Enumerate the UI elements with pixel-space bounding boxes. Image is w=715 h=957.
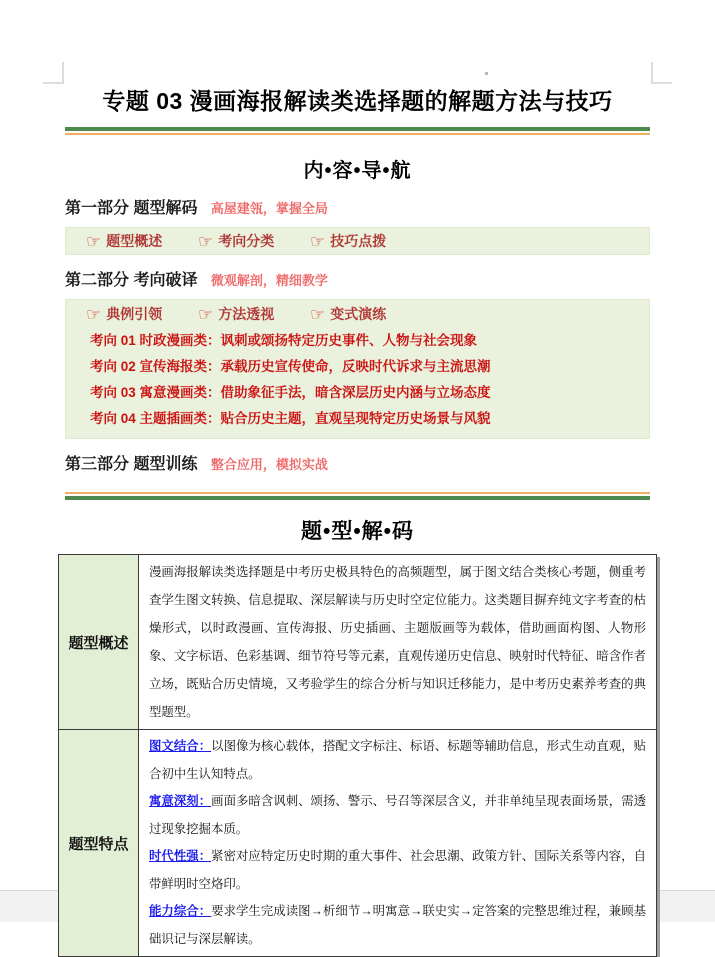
divider-orange-green bbox=[65, 492, 650, 500]
feature-desc: 以图像为核心载体，搭配文字标注、标语、标题等辅助信息，形式生动直观，贴合初中生认知特点。 bbox=[149, 739, 647, 781]
pointing-hand-icon: ☞ bbox=[198, 304, 214, 324]
feature-term: 能力综合： bbox=[149, 904, 212, 918]
part-1-label: 第一部分 题型解码 bbox=[65, 200, 198, 217]
page-corner-mark-left-icon bbox=[43, 62, 64, 84]
direction-line-04: 考向 04 主题插画类：贴合历史主题，直观呈现特定历史场景与风貌 bbox=[90, 411, 491, 426]
part-3-label: 第三部分 题型训练 bbox=[65, 456, 198, 473]
feature-term: 寓意深刻： bbox=[149, 794, 212, 808]
part-3-subtitle: 整合应用，模拟实战 bbox=[210, 457, 328, 472]
part-2-subtitle: 微观解剖，精细教学 bbox=[210, 273, 328, 288]
table-row-features bbox=[59, 730, 657, 957]
part-3-header bbox=[65, 454, 650, 475]
feature-term: 图文结合： bbox=[149, 739, 212, 753]
feature-paragraph bbox=[149, 898, 646, 953]
direction-line-03: 考向 03 寓意漫画类：借助象征手法，暗含深层历史内涵与立场态度 bbox=[90, 385, 491, 400]
pointing-hand-icon: ☞ bbox=[198, 231, 214, 251]
nav-band-part2 bbox=[65, 299, 650, 439]
feature-term: 时代性强： bbox=[149, 849, 212, 863]
page-title: 专题 03 漫画海报解读类选择题的解题方法与技巧 bbox=[102, 88, 613, 114]
nav-item-label: 技巧点拨 bbox=[330, 233, 387, 249]
divider-green-orange bbox=[65, 127, 650, 135]
page-speck bbox=[485, 72, 488, 75]
nav-item-example-lead bbox=[86, 304, 198, 324]
table-row-overview bbox=[59, 555, 657, 730]
part-1-header bbox=[65, 198, 650, 219]
row-label-cell: 题型特点 bbox=[59, 730, 139, 957]
feature-desc: 画面多暗含讽刺、颂扬、警示、号召等深层含义，并非单纯呈现表面场景，需透过现象挖掘本质。 bbox=[149, 794, 647, 836]
content-nav-heading: 内•容•导•航 bbox=[303, 160, 412, 182]
nav-band-part1 bbox=[65, 227, 650, 255]
pointing-hand-icon: ☞ bbox=[86, 304, 102, 324]
direction-line-01: 考向 01 时政漫画类：讽刺或颂扬特定历史事件、人物与社会现象 bbox=[90, 333, 478, 348]
overview-paragraph: 漫画海报解读类选择题是中考历史极具特色的高频题型，属于图文结合类核心考题，侧重考查学生图文转换、信息提取、深层解读与历史时空定位能力。这类题目摒弃纯文字考查的枯燥形式，以时政漫画、宣传海报、历史插画、主题版画等为载体，借助画面构图、人物形象、文字标语、色彩基调、细节符号等元素，直观传递历史信息、映射时代特征、暗含作者立场，既贴合历史情境，又考验学生的综合分析与知识迁移能力，是中考历史素养考查的典型题型。 bbox=[149, 565, 646, 719]
nav-band-part2-items bbox=[66, 300, 649, 328]
row-label-cell: 题型概述 bbox=[59, 555, 139, 730]
nav-item-label: 题型概述 bbox=[106, 233, 163, 249]
feature-paragraph bbox=[149, 733, 646, 788]
nav-item-label: 变式演练 bbox=[330, 306, 387, 322]
nav-item-label: 方法透视 bbox=[218, 306, 275, 322]
question-type-table bbox=[58, 554, 657, 957]
nav-item-variant-drill bbox=[310, 304, 422, 324]
feature-desc: 要求学生完成读图→析细节→明寓意→联史实→定答案的完整思维过程，兼顾基础识记与深层解读。 bbox=[149, 904, 647, 946]
page-corner-mark-right-icon bbox=[651, 62, 672, 84]
direction-line-02: 考向 02 宣传海报类：承载历史宣传使命，反映时代诉求与主流思潮 bbox=[90, 359, 491, 374]
row-content-cell bbox=[139, 730, 657, 957]
feature-desc: 紧密对应特定历史时期的重大事件、社会思潮、政策方针、国际关系等内容，自带鲜明时空烙印。 bbox=[149, 849, 647, 891]
pointing-hand-icon: ☞ bbox=[310, 304, 326, 324]
row-content-cell bbox=[139, 555, 657, 730]
pointing-hand-icon: ☞ bbox=[86, 231, 102, 251]
nav-item-direction-classes bbox=[198, 231, 310, 251]
part-1-subtitle: 高屋建瓴，掌握全局 bbox=[210, 201, 328, 216]
pointing-hand-icon: ☞ bbox=[310, 231, 326, 251]
section-heading: 题•型•解•码 bbox=[300, 520, 415, 543]
nav-item-label: 典例引领 bbox=[106, 306, 163, 322]
nav-item-question-overview bbox=[86, 231, 198, 251]
nav-item-skill-tips bbox=[310, 231, 422, 251]
part-2-header bbox=[65, 270, 650, 291]
feature-paragraph bbox=[149, 843, 646, 898]
nav-item-label: 考向分类 bbox=[218, 233, 275, 249]
nav-item-method-insight bbox=[198, 304, 310, 324]
feature-paragraph bbox=[149, 788, 646, 843]
part-2-label: 第二部分 考向破译 bbox=[65, 272, 198, 289]
